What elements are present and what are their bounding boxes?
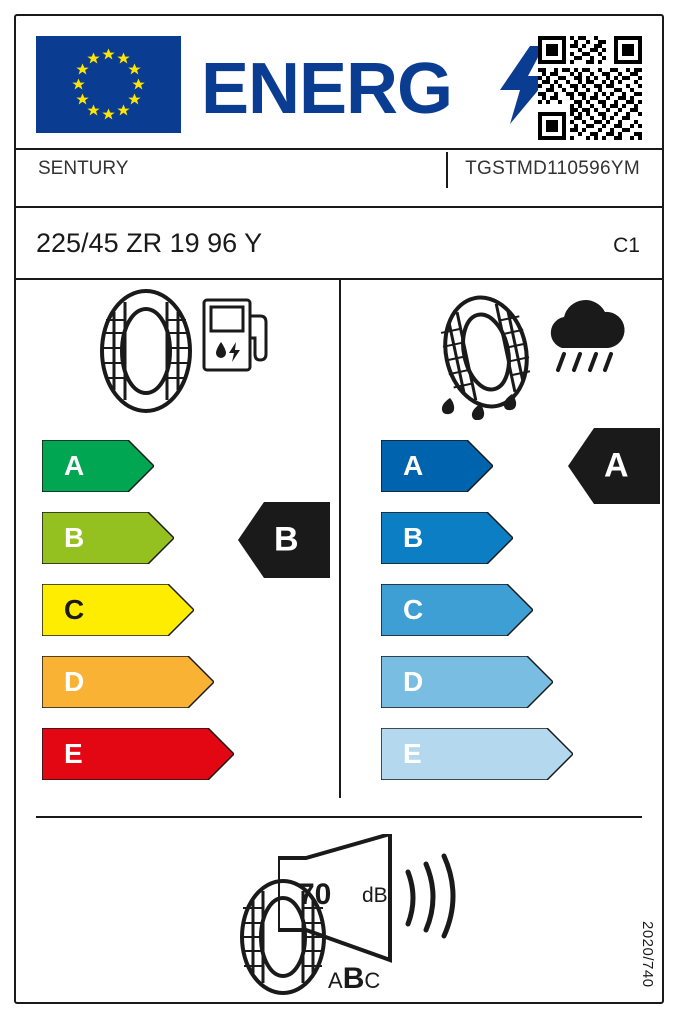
fuel-grade-c: [42, 584, 194, 636]
noise-class-a: A: [328, 968, 343, 993]
noise-unit: dB: [362, 884, 388, 907]
tyre-energy-label: [14, 14, 664, 1004]
wet-grade-e: [381, 728, 573, 780]
wet-rating-value: A: [604, 446, 629, 485]
fuel-rating-value: B: [274, 520, 299, 559]
fuel-grade-a: [42, 440, 154, 492]
fuel-grade-e: [42, 728, 234, 780]
fuel-grade-b: [42, 512, 174, 564]
qr-code-icon: [538, 36, 642, 140]
wet-grade-c: [381, 584, 533, 636]
page-title: ENERG: [201, 49, 453, 129]
eu-flag-icon: [36, 36, 181, 133]
fuel-pump-icon: [200, 294, 272, 379]
noise-class-c: C: [364, 968, 381, 993]
wet-rating-marker: [568, 428, 660, 504]
divider-header: [16, 148, 662, 150]
wet-grade-e-label: E: [403, 738, 422, 769]
wet-grade-b: [381, 512, 513, 564]
fuel-grade-a-label: A: [64, 450, 85, 481]
wet-grade-a-label: A: [403, 450, 424, 481]
divider-noise: [36, 816, 642, 818]
noise-value: 70: [298, 878, 332, 911]
noise-class-scale: [328, 962, 380, 996]
wet-grade-b-label: B: [403, 522, 424, 553]
divider-brand-vertical: [446, 152, 448, 188]
fuel-grade-c-label: C: [64, 594, 85, 625]
tyre-size: 225/45 ZR 19 96 Y: [36, 228, 263, 258]
fuel-grade-d-label: D: [64, 666, 85, 697]
wet-grade-d-label: D: [403, 666, 424, 697]
tyre-type-code: TGSTMD110596YM: [465, 158, 640, 179]
fuel-grade-b-label: B: [64, 522, 85, 553]
divider-center-vertical: [339, 278, 341, 798]
rain-cloud-icon: [540, 294, 630, 385]
fuel-grade-e-label: E: [64, 738, 83, 769]
wet-grade-a: [381, 440, 493, 492]
noise-class-b: B: [342, 962, 365, 995]
fuel-rating-marker: [238, 502, 330, 578]
tyre-icon: [98, 288, 194, 419]
tyre-class: C1: [613, 234, 640, 257]
wet-grade-c-label: C: [403, 594, 424, 625]
divider-brand: [16, 206, 662, 208]
regulation-reference: 2020/740: [639, 921, 656, 988]
label-header: [16, 16, 662, 148]
manufacturer-name: SENTURY: [38, 158, 129, 179]
fuel-grade-d: [42, 656, 214, 708]
tyre-splash-icon: [436, 294, 546, 425]
wet-grade-d: [381, 656, 553, 708]
